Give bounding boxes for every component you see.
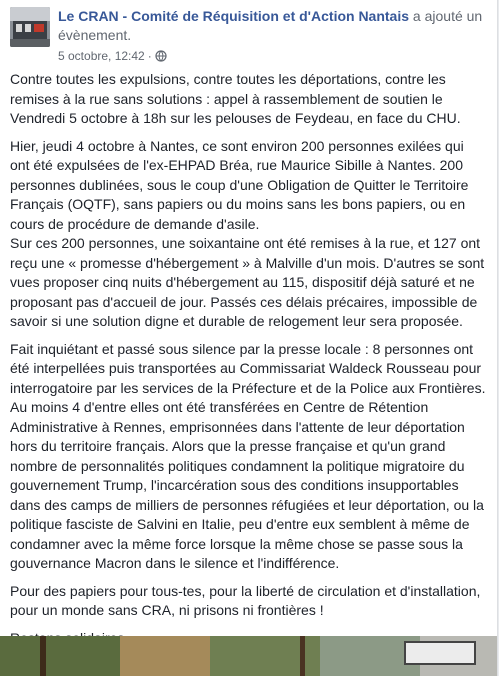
- post-header: [10, 7, 489, 63]
- event-cover-photo[interactable]: [0, 636, 497, 676]
- post-paragraph: Fait inquiétant et passé sous silence par la presse locale : 8 personnes ont été interpellées puis transportées au Commissariat Waldeck Rousseau pour interrogatoire par les services de la Préfecture et de la Police aux Frontières. Au moins 4 d'entre elles ont été transférées en Centre de Rétention Administrative à Rennes, emprisonnées dans l'attente de leur déportation hors du territoire français. Alors que la presse française et qu'un grand nombre de personnalités politiques condamnent la politique migratoire du gouvernement Trump, l'incarcération sous des conditions insupportables dans des camps de milliers de personnes réfugiées et leur déportation, ou la politique fasciste de Salvini en Italie, peu d'entre eux semblent à même de condamner avec la même force lorsque la même chose se passe sous la gouvernance Macron dans le silence et l'indifférence.: [10, 340, 486, 571]
- meta-separator: ·: [147, 49, 152, 63]
- post-paragraph: Contre toutes les expulsions, contre toutes les déportations, contre les remises à la rue sans solutions : appel à rassemblement de soutien le Vendredi 5 octobre à 18h sur les pelouses de Feydeau, en face du CHU.: [10, 71, 461, 126]
- page-avatar[interactable]: [10, 7, 50, 47]
- page-name-link[interactable]: Le CRAN - Comité de Réquisition et d'Action Nantais: [58, 8, 410, 24]
- post-timestamp[interactable]: 5 octobre, 12:42: [58, 49, 145, 63]
- post-paragraph: Hier, jeudi 4 octobre à Nantes, ce sont environ 200 personnes exilées qui ont été expulsées de l'ex-EHPAD Bréa, rue Maurice Sibille à Nantes. 200 personnes dublinées, sous le coup d'une Obligation de Quitter le Territoire Français (OQTF), sans papiers ou du moins sans les bons papiers, ou en cours de procédure de demande d'asile. Sur ces 200 personnes, une soixantaine ont été remises à la rue, et 127 ont reçu une « promesse d'hébergement » à Malville d'un mois. D'autres se sont vues proposer cinq nuits d'hébergement au 115, dispositif déjà saturé et ne proposant pas d'accueil de jour. Passés ces délais précaires, impossible de savoir si une solution digne et durable de relogement leur sera proposée.: [10, 137, 485, 329]
- post-action-text: a ajouté un évènement.: [58, 8, 483, 43]
- post-headline: [58, 7, 489, 45]
- post-body: [10, 70, 487, 656]
- post-meta: [58, 48, 167, 66]
- post-paragraph: Pour des papiers pour tous-tes, pour la liberté de circulation et d'installation, pour un monde sans CRA, ni prisons ni frontières !: [10, 582, 481, 618]
- globe-icon[interactable]: [155, 50, 167, 66]
